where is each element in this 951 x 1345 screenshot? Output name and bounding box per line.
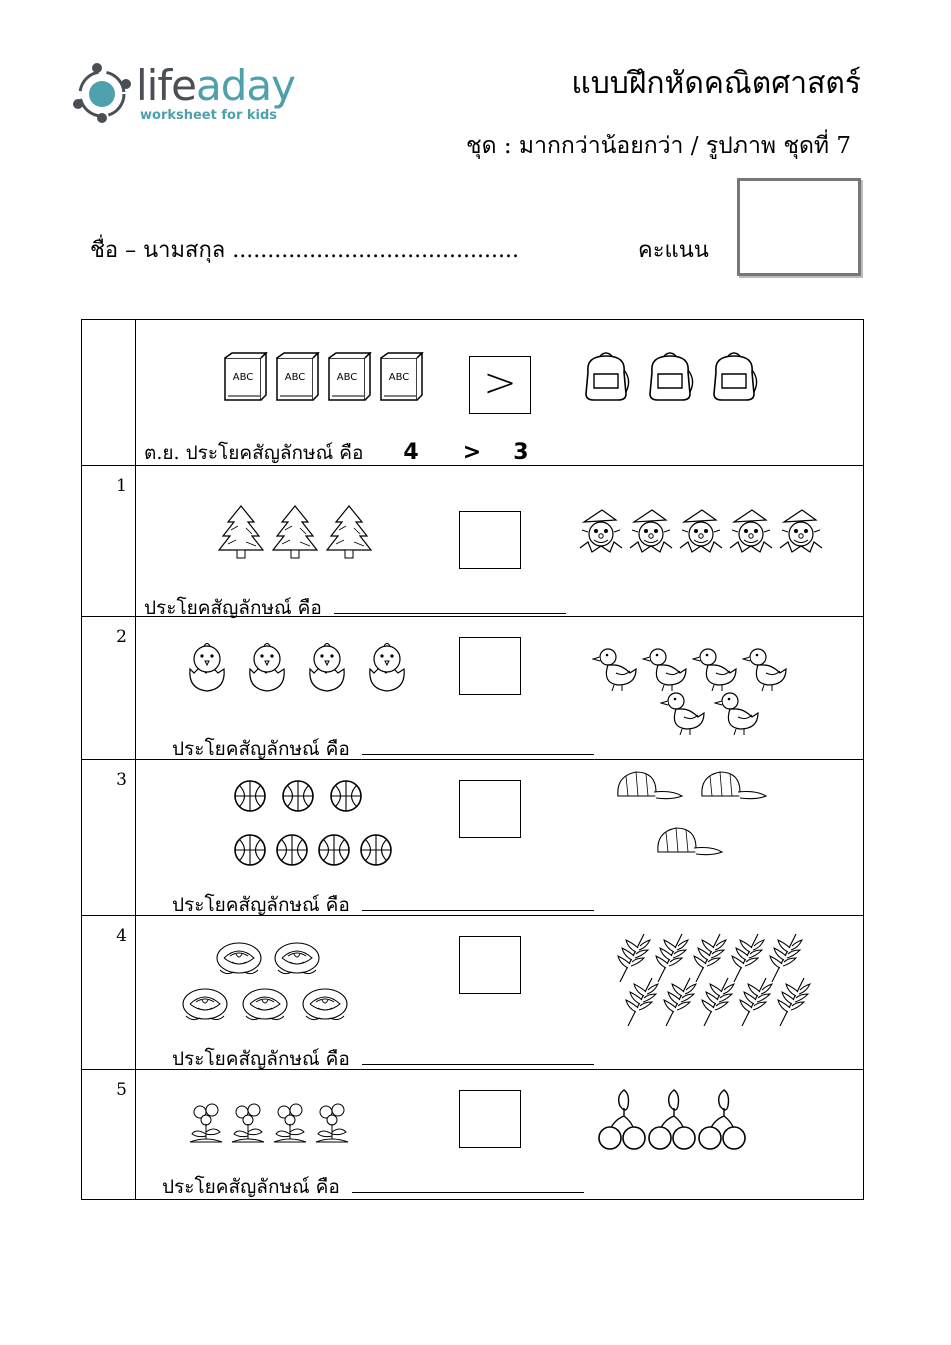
row-number-cell (82, 320, 136, 466)
basketball-icon (330, 780, 362, 812)
wheat-icon (736, 974, 774, 1026)
chick-in-egg-icon (242, 639, 292, 693)
basketball-icon (276, 834, 310, 868)
duckling-icon (714, 687, 760, 737)
example-answer-box: > (469, 356, 531, 414)
question-cell (136, 916, 864, 1070)
example-right-group (580, 352, 762, 402)
rose-icon (272, 940, 322, 978)
question-number: 1 (116, 476, 127, 496)
example-symbol: > (462, 440, 482, 465)
question-left-group-bottom (234, 834, 394, 868)
sentence-label: ประโยคสัญลักษณ์ คือ (172, 1048, 350, 1070)
basketball-icon (234, 834, 268, 868)
question-row (82, 916, 864, 1070)
wheat-icon (622, 974, 660, 1026)
basketball-icon (360, 834, 394, 868)
answer-blank[interactable] (362, 1048, 594, 1065)
question-row (82, 760, 864, 916)
pine-tree-icon (270, 504, 320, 560)
answer-blank[interactable] (334, 597, 566, 614)
question-row (82, 466, 864, 617)
wheat-icon (698, 974, 736, 1026)
chick-in-egg-icon (302, 639, 352, 693)
duckling-icon (742, 643, 788, 693)
name-field-label: ชื่อ – นามสกุล ......................................... (90, 238, 519, 263)
rose-icon (214, 940, 264, 978)
flower-plant-icon (272, 1102, 310, 1146)
answer-box[interactable] (459, 511, 521, 569)
book-icon (222, 352, 268, 402)
question-right-group-top (592, 643, 788, 693)
book-icon (326, 352, 372, 402)
question-left-group-bottom (180, 986, 350, 1024)
cap-icon (696, 766, 768, 806)
flower-plant-icon (230, 1102, 268, 1146)
worksheet-table (81, 319, 864, 1200)
question-right-group-bottom (660, 687, 760, 737)
logo-mark-icon (72, 60, 134, 126)
question-cell (136, 466, 864, 617)
example-sentence-label: ต.ย. ประโยคสัญลักษณ์ คือ (144, 442, 364, 464)
pine-tree-icon (216, 504, 266, 560)
page-title: แบบฝึกหัดคณิตศาสตร์ (571, 66, 861, 101)
book-icon (274, 352, 320, 402)
cap-icon (652, 822, 724, 862)
question-row (82, 617, 864, 760)
question-cell (136, 1070, 864, 1200)
clown-face-icon (576, 508, 624, 556)
rose-icon (180, 986, 230, 1024)
question-number-cell (82, 617, 136, 760)
question-number-cell (82, 1070, 136, 1200)
question-left-group-top (214, 940, 322, 978)
question-number-cell (82, 760, 136, 916)
question-number: 3 (116, 770, 127, 790)
backpack-icon (644, 352, 698, 402)
score-box[interactable] (737, 178, 861, 276)
flower-plant-icon (314, 1102, 352, 1146)
question-number: 2 (116, 627, 127, 647)
question-number-cell (82, 466, 136, 617)
question-number: 4 (116, 926, 127, 946)
example-row (82, 320, 864, 466)
wheat-icon (774, 974, 812, 1026)
example-left-group (222, 352, 424, 402)
logo-wordmark: lifeaday (136, 61, 295, 110)
clown-face-icon (726, 508, 774, 556)
question-cell (136, 760, 864, 916)
sentence-label: ประโยคสัญลักษณ์ คือ (162, 1176, 340, 1198)
backpack-icon (708, 352, 762, 402)
example-cell (136, 320, 864, 466)
duckling-icon (592, 643, 638, 693)
clown-face-icon (676, 508, 724, 556)
chick-in-egg-icon (182, 639, 232, 693)
answer-box[interactable] (459, 1090, 521, 1148)
question-right-group (598, 1088, 746, 1152)
clown-face-icon (626, 508, 674, 556)
basketball-icon (234, 780, 266, 812)
duckling-icon (692, 643, 738, 693)
basketball-icon (318, 834, 352, 868)
clown-face-icon (776, 508, 824, 556)
duckling-icon (660, 687, 706, 737)
example-right-count: 3 (513, 440, 529, 465)
question-cell (136, 617, 864, 760)
question-right-group-bottom (622, 974, 812, 1026)
basketball-icon (282, 780, 314, 812)
answer-blank[interactable] (362, 894, 594, 911)
logo-tagline: worksheet for kids (140, 108, 278, 123)
cherry-icon (598, 1088, 646, 1152)
question-number-cell (82, 916, 136, 1070)
backpack-icon (580, 352, 634, 402)
rose-icon (300, 986, 350, 1024)
question-right-group-top (612, 766, 768, 806)
example-sentence (144, 438, 529, 468)
question-right-group (576, 508, 824, 556)
logo (72, 60, 312, 130)
chick-in-egg-icon (362, 639, 412, 693)
sentence-label: ประโยคสัญลักษณ์ คือ (144, 597, 322, 619)
score-label: คะแนน (638, 238, 709, 263)
question-left-group (216, 504, 374, 560)
sentence-line (162, 1172, 584, 1202)
answer-blank[interactable] (352, 1176, 584, 1193)
wheat-icon (660, 974, 698, 1026)
question-left-group (188, 1102, 352, 1146)
question-left-group-top (234, 780, 362, 812)
question-left-group (182, 639, 412, 693)
page-subtitle: ชุด : มากกว่าน้อยกว่า / รูปภาพ ชุดที่ 7 (466, 133, 851, 159)
rose-icon (240, 986, 290, 1024)
book-icon (378, 352, 424, 402)
cherry-icon (648, 1088, 696, 1152)
answer-blank[interactable] (362, 738, 594, 755)
question-right-group-bottom (652, 822, 724, 862)
cherry-icon (698, 1088, 746, 1152)
sentence-label: ประโยคสัญลักษณ์ คือ (172, 738, 350, 760)
example-left-count: 4 (403, 440, 419, 465)
sentence-label: ประโยคสัญลักษณ์ คือ (172, 894, 350, 916)
question-number: 5 (116, 1080, 127, 1100)
answer-box[interactable] (459, 780, 521, 838)
cap-icon (612, 766, 684, 806)
pine-tree-icon (324, 504, 374, 560)
question-row (82, 1070, 864, 1200)
flower-plant-icon (188, 1102, 226, 1146)
answer-box[interactable] (459, 637, 521, 695)
duckling-icon (642, 643, 688, 693)
answer-box[interactable] (459, 936, 521, 994)
